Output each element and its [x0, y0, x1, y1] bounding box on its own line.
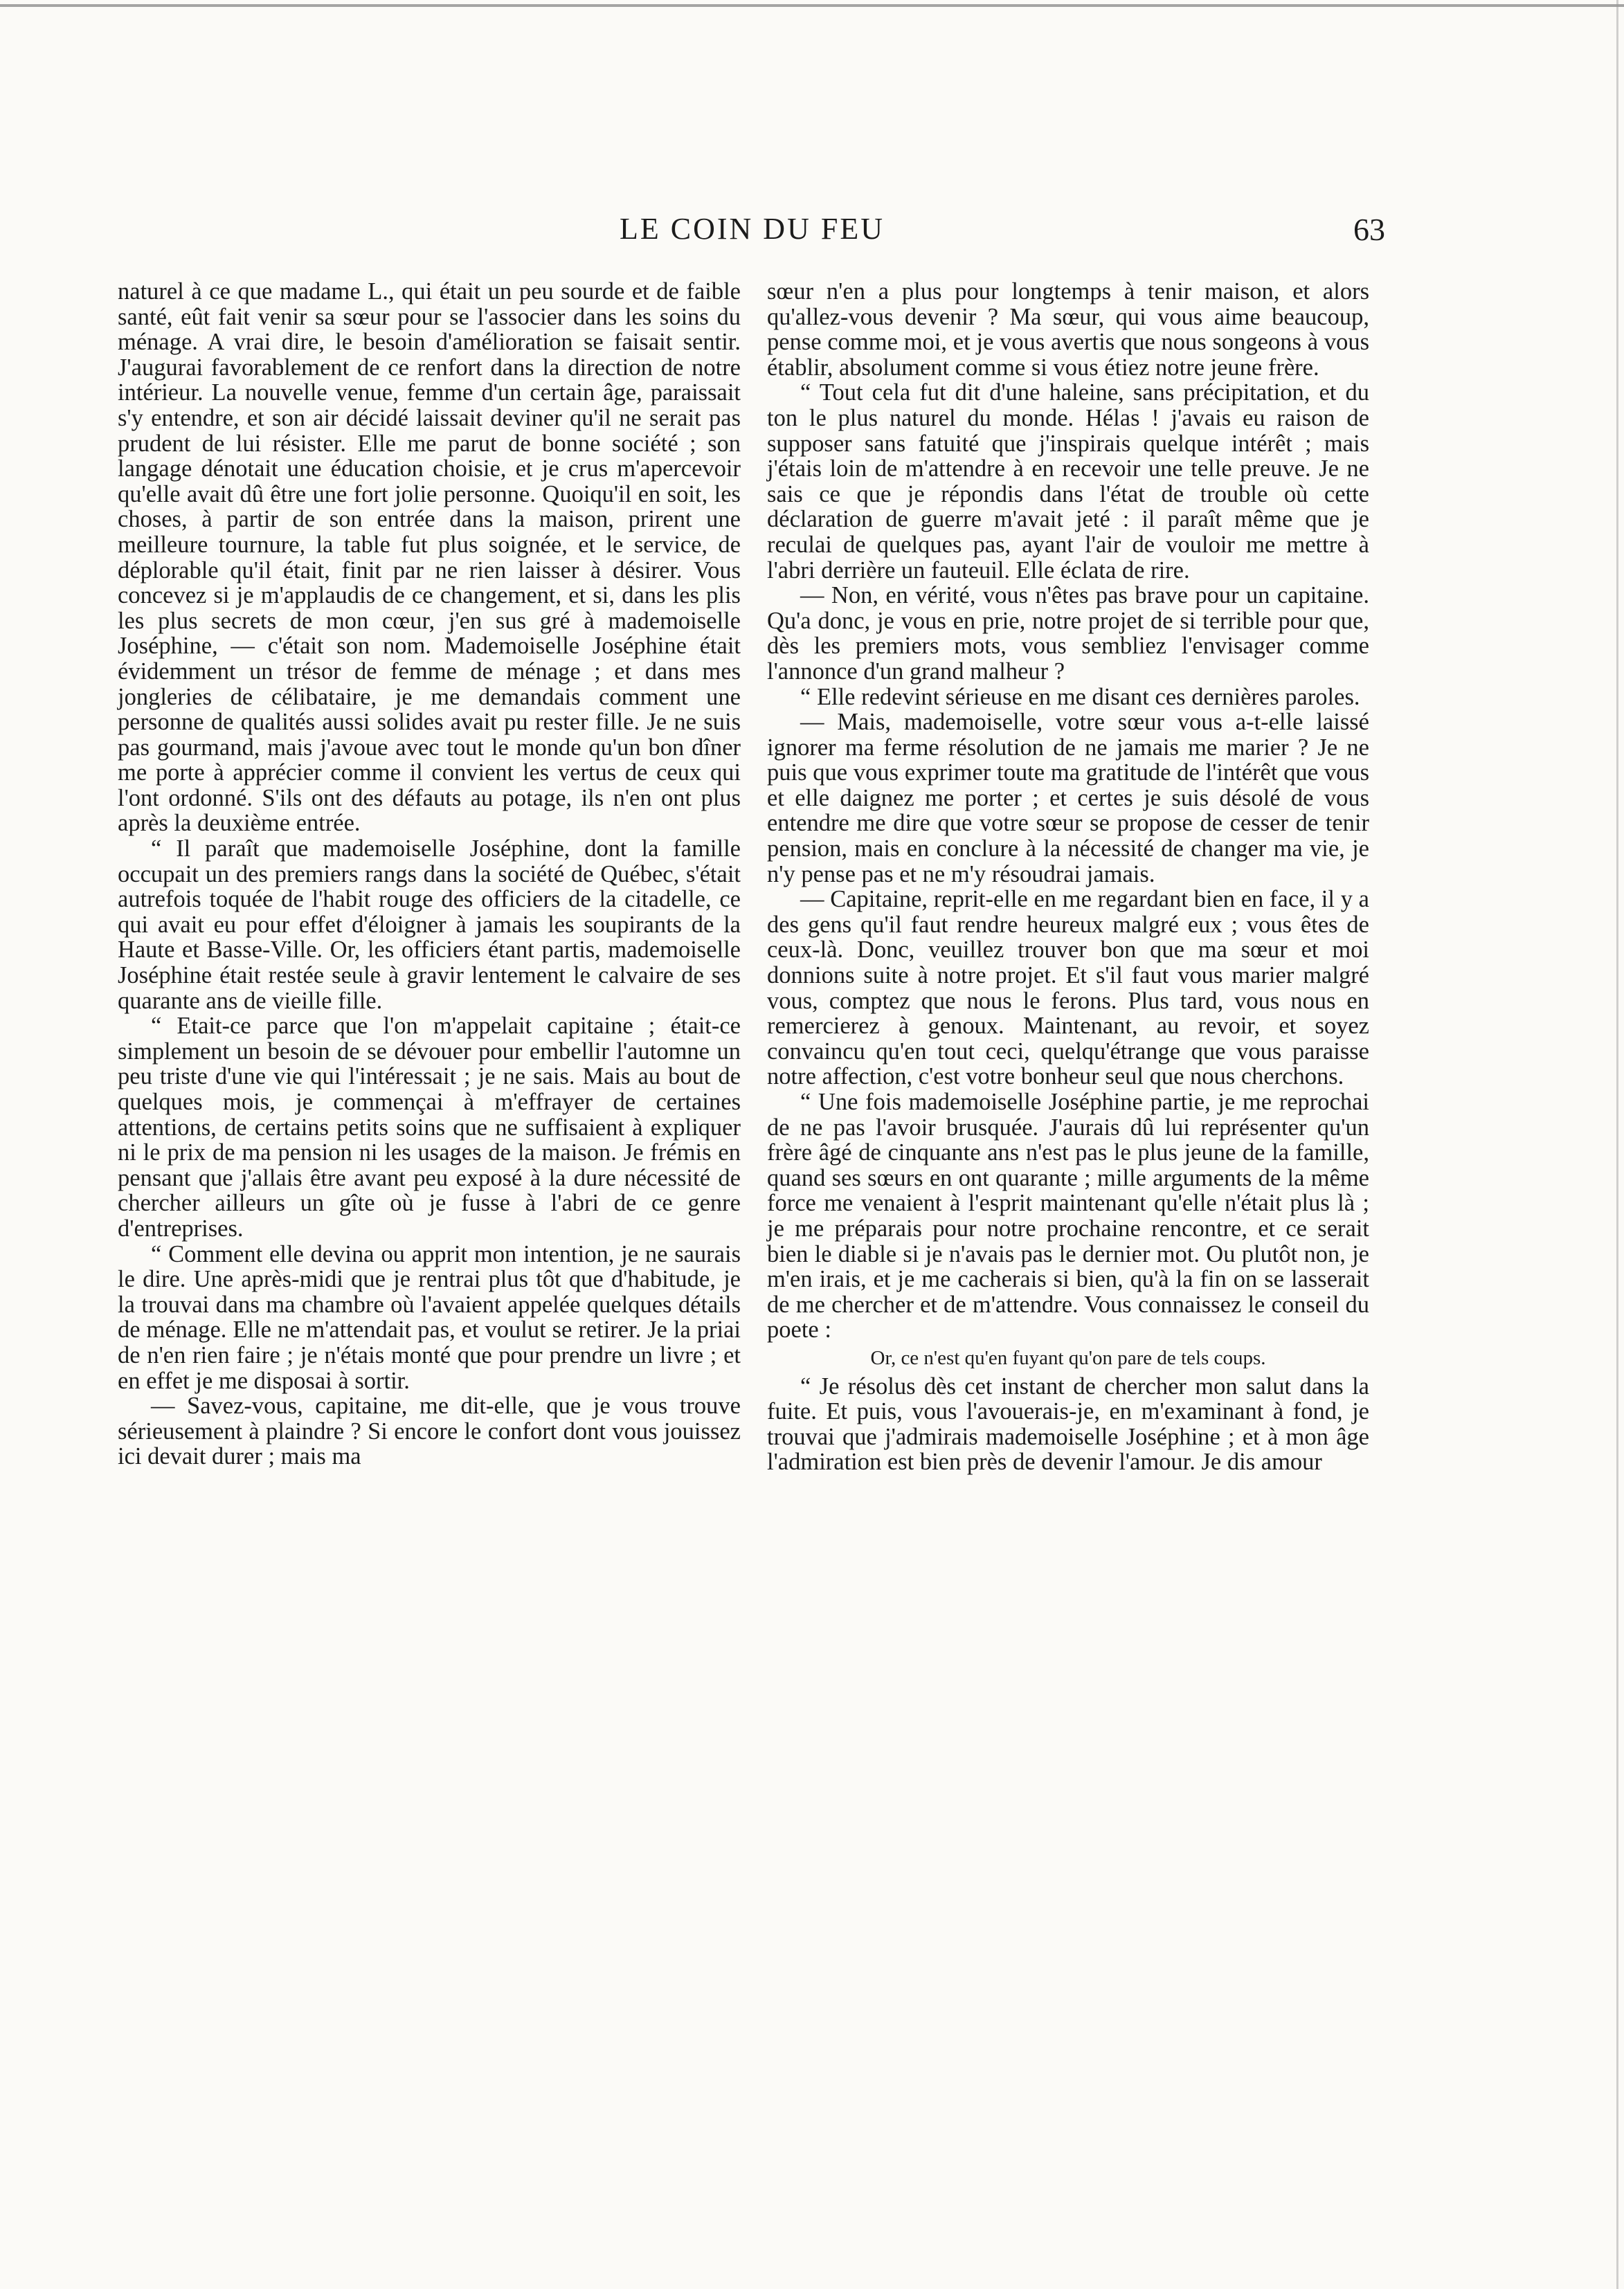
- paragraph: — Capitaine, reprit-elle en me regardant bien en face, il y a des gens qu'il faut rendre heureux malgré eux ; vous êtes de ceux-là. Donc, veuillez trouver bon que ma sœur et moi donnions suite à notre projet. Et s'il faut vous marier malgré vous, comptez que nous le ferons. Plus tard, vous nous en remercierez à genoux. Maintenant, au revoir, et soyez convaincu qu'en tout ceci, quelqu'étrange que vous paraisse notre affection, c'est votre bonheur seul que nous cherchons.: [767, 886, 1369, 1090]
- running-title: LE COIN DU FEU: [620, 212, 885, 246]
- left-column: [118, 279, 741, 1469]
- paragraph: “ Elle redevint sérieuse en me disant ces dernières paroles.: [800, 683, 1360, 710]
- paragraph: “ Il paraît que mademoiselle Joséphine, dont la famille occupait un des premiers rangs dans la société de Québec, s'était autrefois toquée de l'habit rouge des officiers de la citadelle, ce qui avait eu pour effet d'éloigner à jamais les soupirants de la Haute et Basse-Ville. Or, les officiers étant partis, mademoiselle Joséphine était restée seule à gravir lentement le calvaire de ses quarante ans de vieille fille.: [118, 835, 741, 1014]
- running-header: [0, 211, 1624, 253]
- right-column: [767, 279, 1369, 1475]
- paragraph: “ Une fois mademoiselle Joséphine partie, je me reprochai de ne pas l'avoir brusquée. J'aurais dû lui représenter qu'un frère âgé de cinquante ans n'est pas le plus jeune de la famille, quand ses sœurs en ont quarante ; mille arguments de la même force me venaient à l'esprit maintenant qu'elle n'était plus là ; je me préparais pour notre prochaine rencontre, et ce serait bien le diable si je n'avais pas le dernier mot. Ou plutôt non, je m'en irais, et je me cacherais si bien, qu'à la fin on se lasserait de me chercher et de m'attendre. Vous connaissez le conseil du poete :: [767, 1089, 1369, 1343]
- paragraph: — Mais, mademoiselle, votre sœur vous a-t-elle laissé ignorer ma ferme résolution de ne jamais me marier ? Je ne puis que vous exprimer toute ma gratitude de l'intérêt que vous et elle daignez me porter ; et certes je suis désolé de vous entendre me dire que votre sœur se propose de cesser de tenir pension, mais en conclure à la nécessité de changer ma vie, je n'y pense pas et ne m'y résoudrai jamais.: [767, 709, 1369, 887]
- paragraph: — Savez-vous, capitaine, me dit-elle, que je vous trouve sérieusement à plaindre ? Si encore le confort dont vous jouissez ici devait durer ; mais ma: [118, 1393, 741, 1470]
- page-number: 63: [1353, 212, 1385, 247]
- paragraph: — Non, en vérité, vous n'êtes pas brave pour un capitaine. Qu'a donc, je vous en prie, notre projet de si terrible pour que, dès les premiers mots, vous sembliez l'envisager comme l'annonce d'un grand malheur ?: [767, 582, 1369, 685]
- paragraph: “ Etait-ce parce que l'on m'appelait capitaine ; était-ce simplement un besoin de se dévouer pour embellir l'automne un peu triste d'une vie qui l'intéressait ; je ne sais. Mais au bout de quelques mois, je commençai à m'effrayer de certaines attentions, de certains petits soins que ne suffisaient à expliquer ni le prix de ma pension ni les usages de la maison. Je frémis en pensant que j'allais être avant peu exposé à la dure nécessité de chercher ailleurs un gîte où je fusse à l'abri de ce genre d'entreprises.: [118, 1013, 741, 1242]
- paragraph: naturel à ce que madame L., qui était un peu sourde et de faible santé, eût fait venir sa sœur pour se l'associer dans les soins du ménage. A vrai dire, le besoin d'amélioration se faisait sentir. J'augurai favorablement de ce renfort dans la direction de notre intérieur. La nouvelle venue, femme d'un certain âge, paraissait s'y entendre, et son air décidé laissait deviner qu'il ne serait pas prudent de lui résister. Elle me parut de bonne société ; son langage dénotait une éducation choisie, et je crus m'apercevoir qu'elle avait dû être une fort jolie personne. Quoiqu'il en soit, les choses, à partir de son entrée dans la maison, prirent une meilleure tournure, la table fut plus soignée, et le service, de déplorable qu'il était, finit par ne rien laisser à désirer. Vous concevez si je m'applaudis de ce changement, et si, dans les plis les plus secrets de mon cœur, j'en sus gré à mademoiselle Joséphine, — c'était son nom. Mademoiselle Joséphine était évidemment un trésor de femme de ménage ; et dans mes jongleries de célibataire, je me demandais comment une personne de qualités aussi solides avait pu rester fille. Je ne suis pas gourmand, mais j'avoue avec tout le monde qu'un bon dîner me porte à apprécier comme il convient les vertus de ceux qui l'ont ordonné. S'ils ont des défauts au potage, ils n'en ont plus après la deuxième entrée.: [118, 278, 741, 837]
- paragraph: sœur n'en a plus pour longtemps à tenir maison, et alors qu'allez-vous devenir ? Ma sœur, qui vous aime beaucoup, pense comme moi, et je vous avertis que nous songeons à vous établir, absolument comme si vous étiez notre jeune frère.: [767, 278, 1369, 381]
- paragraph: “ Je résolus dès cet instant de chercher mon salut dans la fuite. Et puis, vous l'avouerais-je, en m'examinant à fond, je trouvai que j'admirais mademoiselle Joséphine ; et à mon âge l'admiration est bien près de devenir l'amour. Je dis amour: [767, 1373, 1369, 1476]
- paragraph: “ Tout cela fut dit d'une haleine, sans précipitation, et du ton le plus naturel du monde. Hélas ! j'avais eu raison de supposer sans fatuité que j'inspirais quelque intérêt ; mais j'étais loin de m'attendre à en recevoir une telle preuve. Je ne sais ce que je répondis dans l'état de trouble où cette déclaration de guerre m'avait jeté : il paraît même que je reculai de quelques pas, ayant l'air de vouloir me mettre à l'abri derrière un fauteuil. Elle éclata de rire.: [767, 379, 1369, 583]
- verse-quote: Or, ce n'est qu'en fuyant qu'on pare de tels coups.: [870, 1346, 1266, 1369]
- scan-top-edge: [0, 4, 1624, 7]
- paragraph: “ Comment elle devina ou apprit mon intention, je ne saurais le dire. Une après-midi que je rentrai plus tôt que d'habitude, je la trouvai dans ma chambre où l'avaient appelée quelques détails de ménage. Elle ne m'attendait pas, et voulut se retirer. Je la priai de n'en rien faire ; je n'étais monté que pour prendre un livre ; et en effet je me disposai à sortir.: [118, 1240, 741, 1394]
- scan-right-edge: [1616, 0, 1618, 2289]
